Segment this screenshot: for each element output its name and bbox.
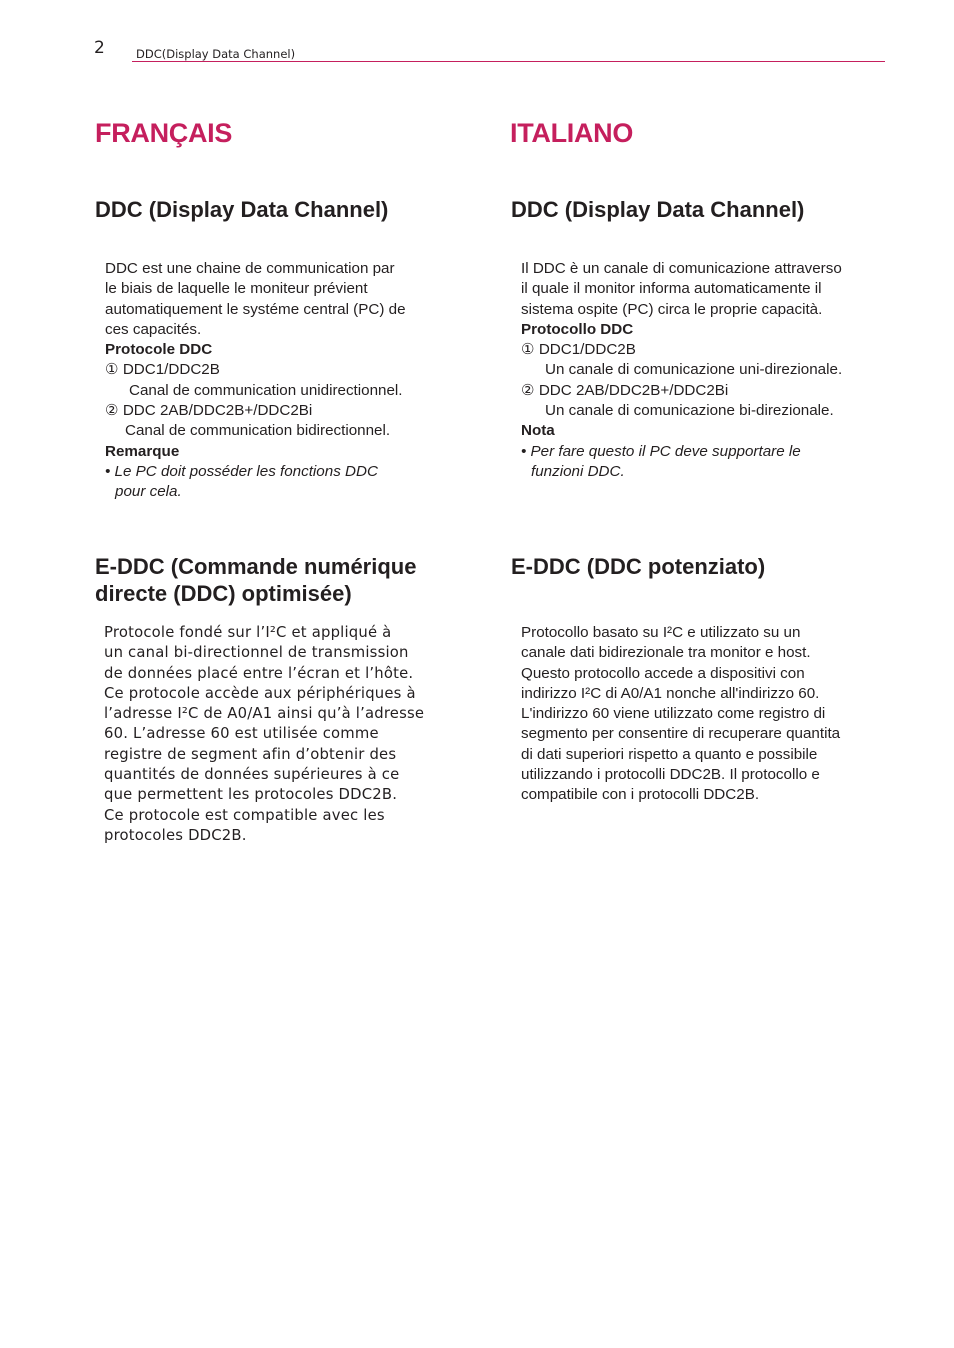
it-protocol-item-1: ① DDC1/DDC2B xyxy=(521,341,636,359)
it-eddc-line: compatibile con i protocolli DDC2B. xyxy=(521,786,760,804)
fr-eddc-line: Ce protocole accède aux périphériques à xyxy=(104,684,416,702)
fr-eddc-body xyxy=(104,623,454,846)
fr-eddc-line: de données placé entre l’écran et l’hôte. xyxy=(104,664,414,682)
it-protocol-item-2: ② DDC 2AB/DDC2B+/DDC2Bi xyxy=(521,381,729,399)
it-eddc-line: L'indirizzo 60 viene utilizzato come registro di xyxy=(521,705,826,723)
it-intro-line: il quale il monitor informa automaticamente il xyxy=(521,280,822,298)
running-title: DDC(Display Data Channel) xyxy=(136,47,296,61)
fr-eddc-line: Ce protocole est compatible avec les xyxy=(104,806,385,824)
it-ddc-body xyxy=(521,259,881,482)
it-protocol-label: Protocollo DDC xyxy=(521,320,634,338)
it-language-title: ITALIANO xyxy=(510,118,634,148)
it-eddc-line: Protocollo basato su I²C e utilizzato su un xyxy=(521,624,801,641)
it-intro-line: sistema ospite (PC) circa le proprie capacità. xyxy=(521,300,823,318)
fr-eddc-line: un canal bi-directionnel de transmission xyxy=(104,644,409,662)
fr-protocol-item-2-desc: Canal de communication bidirectionnel. xyxy=(125,422,391,440)
fr-protocol-item-1: ① DDC1/DDC2B xyxy=(105,361,220,379)
it-eddc-heading: E-DDC (DDC potenziato) xyxy=(511,554,766,579)
fr-intro-line: le biais de laquelle le moniteur prévient xyxy=(105,280,368,298)
it-eddc-line: Questo protocollo accede a dispositivi con xyxy=(521,664,805,682)
fr-eddc-line: registre de segment afin d’obtenir des xyxy=(104,745,397,763)
it-eddc-line: segmento per consentire di recuperare quantita xyxy=(521,725,841,743)
fr-note-line: pour cela. xyxy=(115,483,182,501)
it-protocol-item-2-desc: Un canale di comunicazione bi-direzionale. xyxy=(545,402,834,420)
it-note-label: Nota xyxy=(521,422,555,440)
page-number: 2 xyxy=(94,38,105,58)
fr-language-title: FRANÇAIS xyxy=(95,118,233,148)
it-intro-line: Il DDC è un canale di comunicazione attraverso xyxy=(521,260,842,277)
fr-ddc-body xyxy=(105,259,455,503)
it-eddc-line: di dati superiori rispetto a quanto e possibile xyxy=(521,745,818,763)
fr-note-label: Remarque xyxy=(105,442,180,460)
it-note-line: funzioni DDC. xyxy=(531,462,625,480)
fr-eddc-heading-line: directe (DDC) optimisée) xyxy=(95,581,352,606)
fr-eddc-line: quantités de données supérieures à ce xyxy=(104,766,400,784)
it-eddc-line: utilizzando i protocolli DDC2B. Il protocollo e xyxy=(521,766,820,784)
it-protocol-item-1-desc: Un canale di comunicazione uni-direzionale. xyxy=(545,361,843,379)
it-ddc-heading: DDC (Display Data Channel) xyxy=(511,197,805,222)
fr-intro-line: automatiquement le systéme central (PC) de xyxy=(105,300,406,318)
fr-protocol-label: Protocole DDC xyxy=(105,341,213,359)
fr-ddc-heading: DDC (Display Data Channel) xyxy=(95,197,389,222)
fr-eddc-heading xyxy=(95,553,416,607)
fr-eddc-line: l’adresse I²C de A0/A1 ainsi qu’à l’adresse xyxy=(104,705,425,723)
fr-eddc-heading-line: E-DDC (Commande numérique xyxy=(95,554,417,579)
fr-protocol-item-2: ② DDC 2AB/DDC2B+/DDC2Bi xyxy=(105,402,313,420)
fr-eddc-line: que permettent les protocoles DDC2B. xyxy=(104,786,398,804)
fr-intro-line: ces capacités. xyxy=(105,320,202,338)
it-note-line: • Per fare questo il PC deve supportare le xyxy=(521,442,801,460)
it-eddc-body xyxy=(521,623,881,806)
fr-protocol-item-1-desc: Canal de communication unidirectionnel. xyxy=(129,381,403,399)
header-rule xyxy=(132,61,885,62)
fr-eddc-line: Protocole fondé sur l’I²C et appliqué à xyxy=(104,624,392,641)
fr-note-line: • Le PC doit posséder les fonctions DDC xyxy=(105,462,378,480)
fr-eddc-line: 60. L’adresse 60 est utilisée comme xyxy=(104,725,379,743)
fr-eddc-line: protocoles DDC2B. xyxy=(104,826,247,844)
it-eddc-line: indirizzo I²C di A0/A1 nonche all'indirizzo 60. xyxy=(521,684,820,702)
it-eddc-line: canale dati bidirezionale tra monitor e host. xyxy=(521,644,811,662)
fr-intro-line: DDC est une chaine de communication par xyxy=(105,260,395,277)
